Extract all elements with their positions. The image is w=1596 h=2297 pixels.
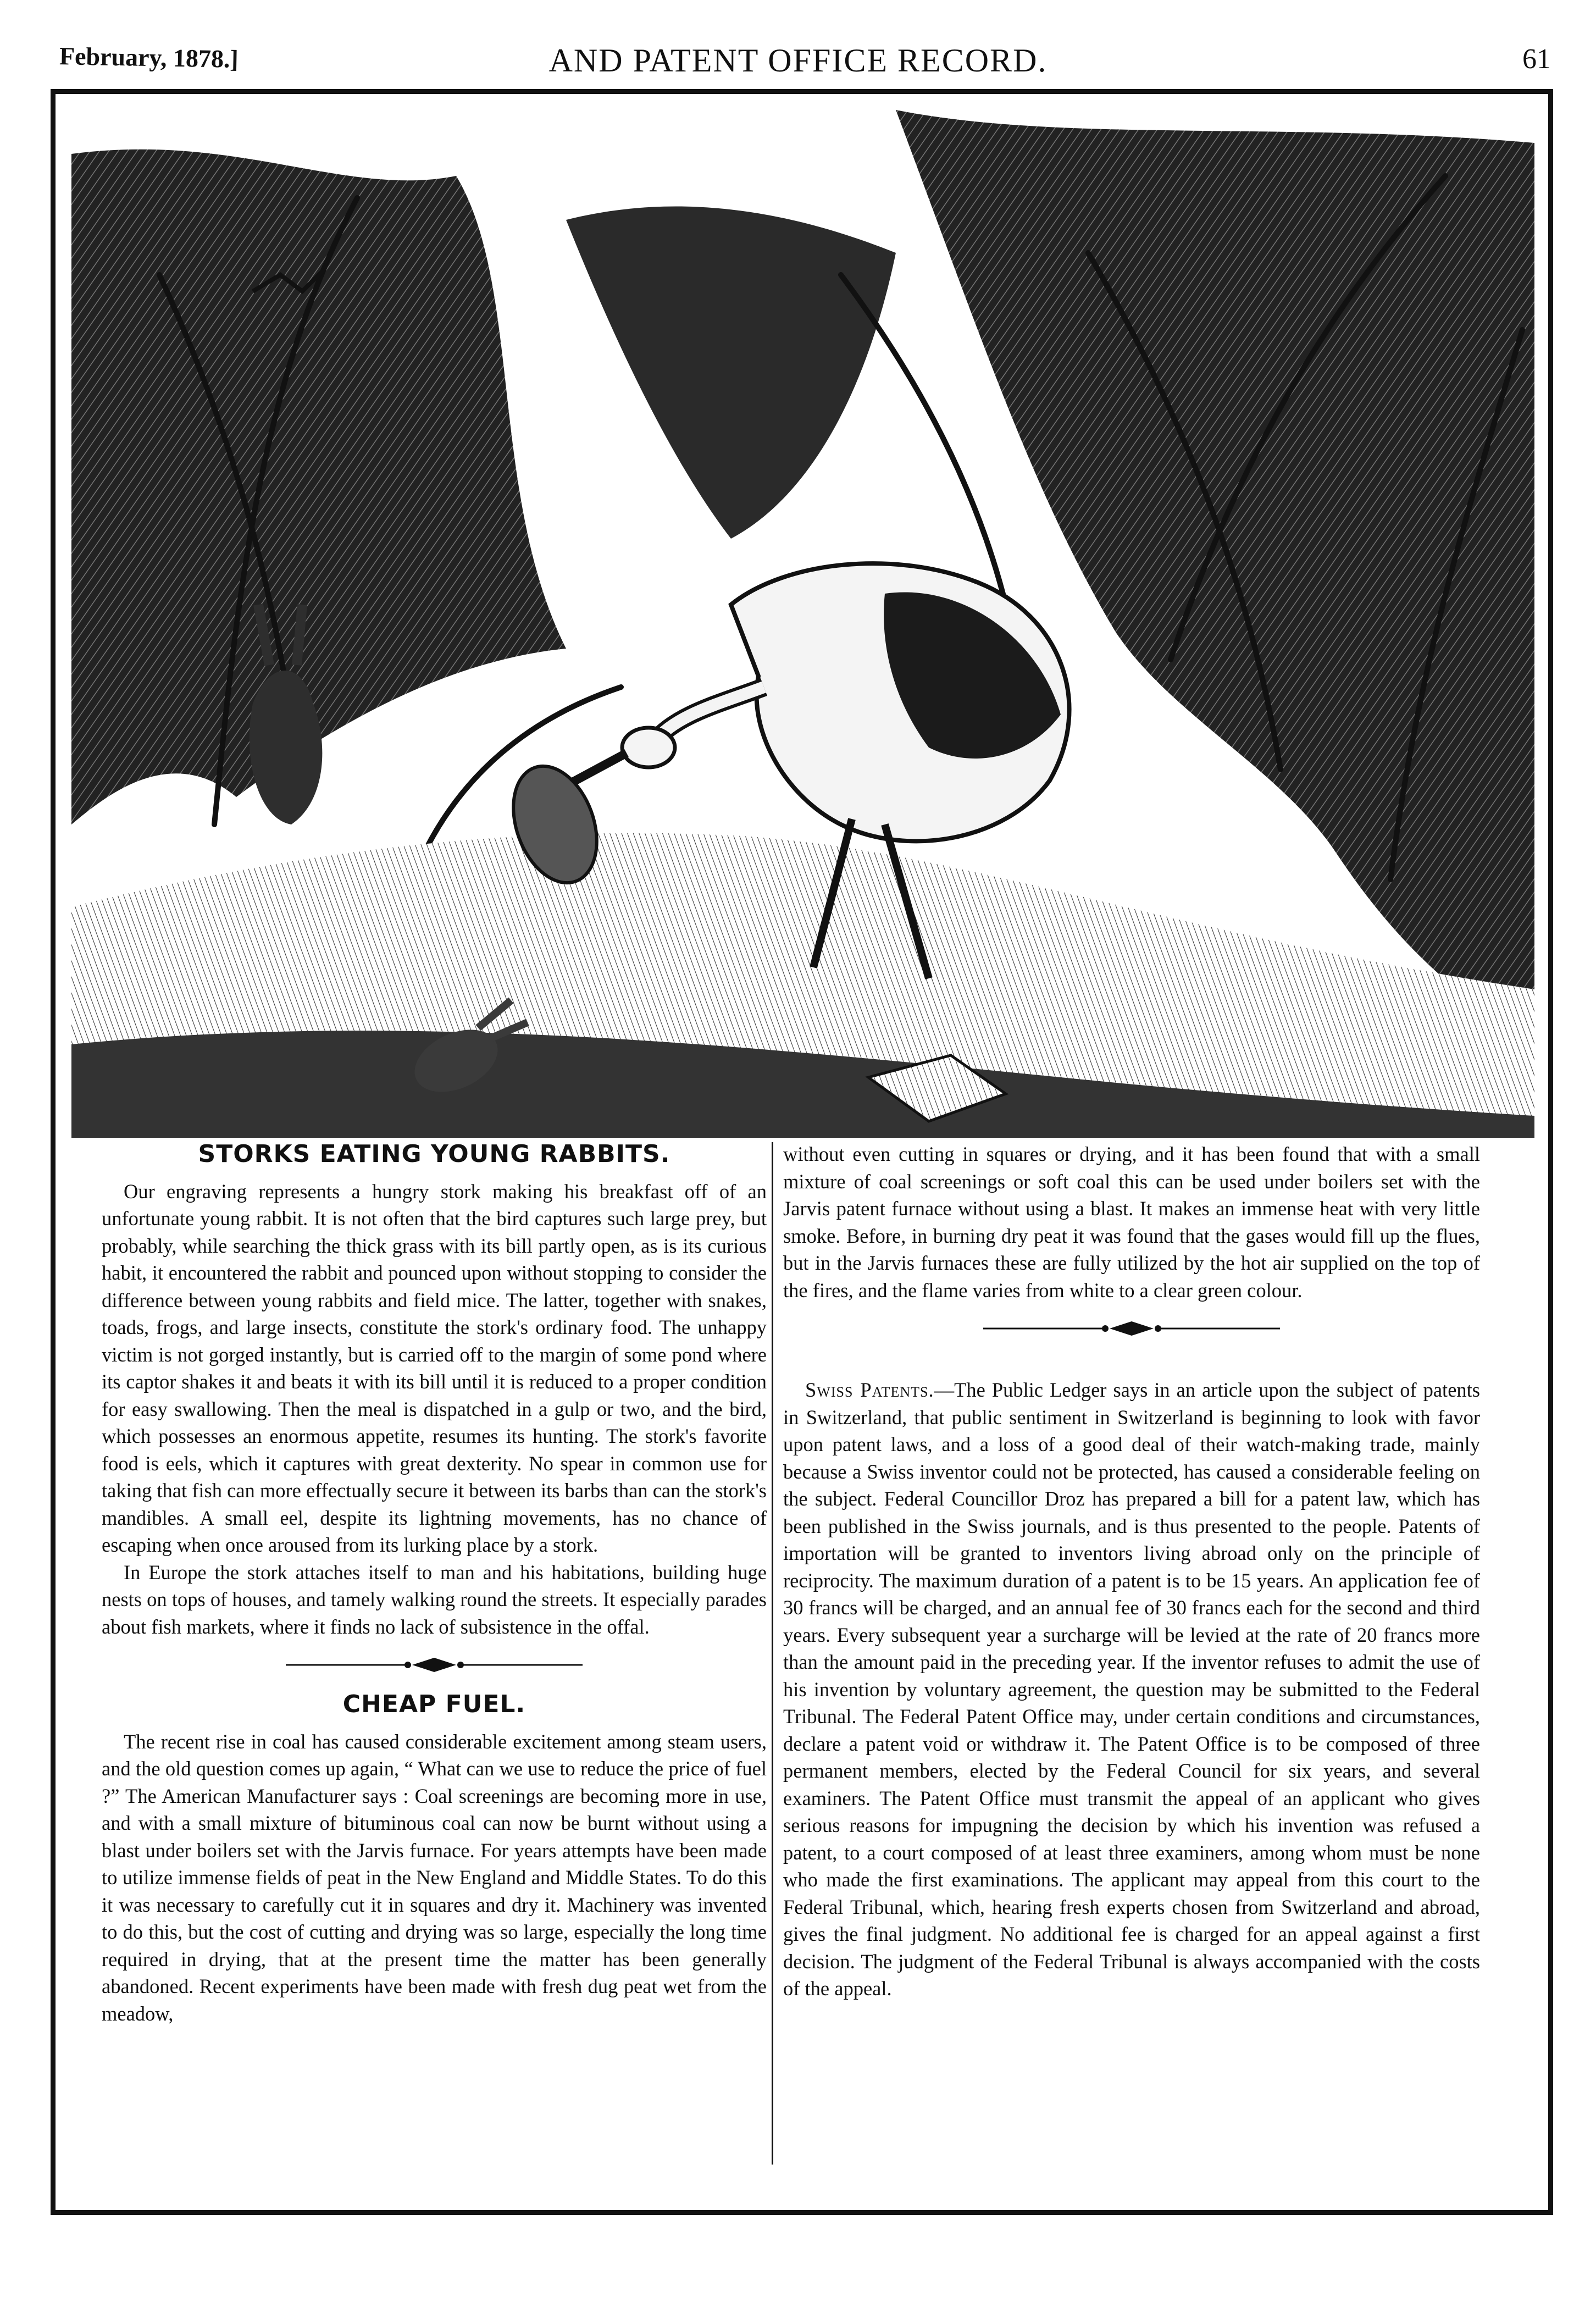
page-header xyxy=(0,0,1596,82)
left-column xyxy=(102,1141,767,2027)
ornament-divider-right xyxy=(983,1319,1280,1338)
page-number: 61 xyxy=(1522,43,1551,75)
swiss-patents-body: —The Public Ledger says in an article upon the subject of patents in Switzerland, that public sentiment in Switzerland is beginning to look with favor upon patent laws, and a loss of a good deal of their watch-making trade, mainly because a Swiss inventor could not be protected, has caused a considerable feeling on the subject. Federal Councillor Droz has prepared a bill for a patent law, which has been published in the Swiss journals, and is thus presented to the people. Patents of importation will be granted to inventors living abroad only on the principle of reciprocity. The maximum duration of a patent is to be 15 years. An application fee of 30 francs will be charged, and an annual fee of 30 francs each for the second and third years. Every subsequent year a surcharge will be levied at the rate of 20 francs more than the amount paid in the preceding year. If the inventor refuses to admit the use of his invention by voluntary agreement, the question may be submitted to the Federal Tribunal. The Federal Patent Office may, under certain conditions and circumstances, declare a patent void or withdraw it. The Patent Office is to be composed of three permanent members, elected by the Federal Council for six years, and several examiners. The Patent Office must transmit the appeal of an applicant who gives serious reasons for impugning the decision by which his invention was refused a patent, to a court composed of at least three examiners, among whom must be none who made the first examinations. The applicant may appeal from this court to the Federal Tribunal, which, hearing fresh experts chosen from Switzerland and abroad, gives the final judgment. No additional fee is charged for an appeal against a first decision. The judgment of the Federal Tribunal is always accompanied with the costs of the appeal. xyxy=(783,1379,1480,2000)
running-title: AND PATENT OFFICE RECORD. xyxy=(548,42,1048,79)
stork-engraving xyxy=(71,110,1534,1138)
right-column xyxy=(783,1141,1480,2002)
issue-date: February, 1878.] xyxy=(59,42,239,73)
column-divider xyxy=(772,1142,773,2165)
article-storks-paragraph-2: In Europe the stork attaches itself to man and his habitations, building huge nests on tops of houses, and tamely walking round the streets. It especially parades about fish markets, where it finds no lack of subsistence in the offal. xyxy=(102,1560,767,1638)
article-fuel-paragraph-1: The recent rise in coal has caused considerable excitement among steam users, and the old question comes up again, “ What can we use to reduce the price of fuel ?” The American Manufacturer says : Coal screenings are becoming more in use, and with a small mixture of bituminous coal can now be burnt without using a blast under boilers set with the Jarvis furnace. For years attempts have been made to utilize immense fields of peat in the New England and Middle States. To do this it was necessary to carefully cut it in squares and dry it. Machinery was invented to do this, but the cost of cutting and drying was so large, especially the long time required in drying, that at the present time the matter has been generally abandoned. Recent experiments have been made with fresh dug peat wet from the meadow, xyxy=(102,1730,767,2025)
article-title-storks: STORKS EATING YOUNG RABBITS. xyxy=(198,1140,670,1168)
article-storks-paragraph-1: Our engraving represents a hungry stork making his breakfast off of an unfortunate young rabbit. It is not often that the bird captures such large prey, but probably, while searching the thick grass with its bill partly open, as is its curious habit, it encountered the rabbit and pounced upon without stopping to consider the difference between young rabbits and field mice. The latter, together with snakes, toads, frogs, and large insects, constitute the stork's ordinary food. The unhappy victim is not gorged instantly, but is carried off to the margin of some pond where its captor shakes it and beats it with its bill until it is reduced to a proper condition for easy swallowing. Then the meal is dispatched in a gulp or two, and the bird, which possesses an enormous appetite, resumes its hunting. The stork's favorite food is eels, which it captures with great dexterity. No spear in common use for taking that fish can more effectually secure it between its barbs than can the stork's mandibles. A small eel, despite its lightning movements, has no chance of escaping when once aroused from its lurking place by a stork. xyxy=(102,1180,767,1556)
article-title-cheap-fuel: CHEAP FUEL. xyxy=(342,1690,526,1718)
swiss-patents-lead: Swiss Patents. xyxy=(805,1379,934,1401)
ornament-divider xyxy=(286,1656,583,1674)
article-fuel-continuation: without even cutting in squares or drying, and it has been found that with a small mixture of coal screenings or soft coal this can be used under boilers set with the Jarvis patent furnace without using a blast. It makes an immense heat with very little smoke. Before, in burning dry peat it was found that the gases would fill up the flues, but in the Jarvis furnaces these are fully utilized by the hot air supplied on the top of the fires, and the flame varies from white to a clear green colour. xyxy=(783,1143,1480,1302)
stork-head xyxy=(622,728,675,767)
article-swiss-patents xyxy=(783,1376,1480,2002)
